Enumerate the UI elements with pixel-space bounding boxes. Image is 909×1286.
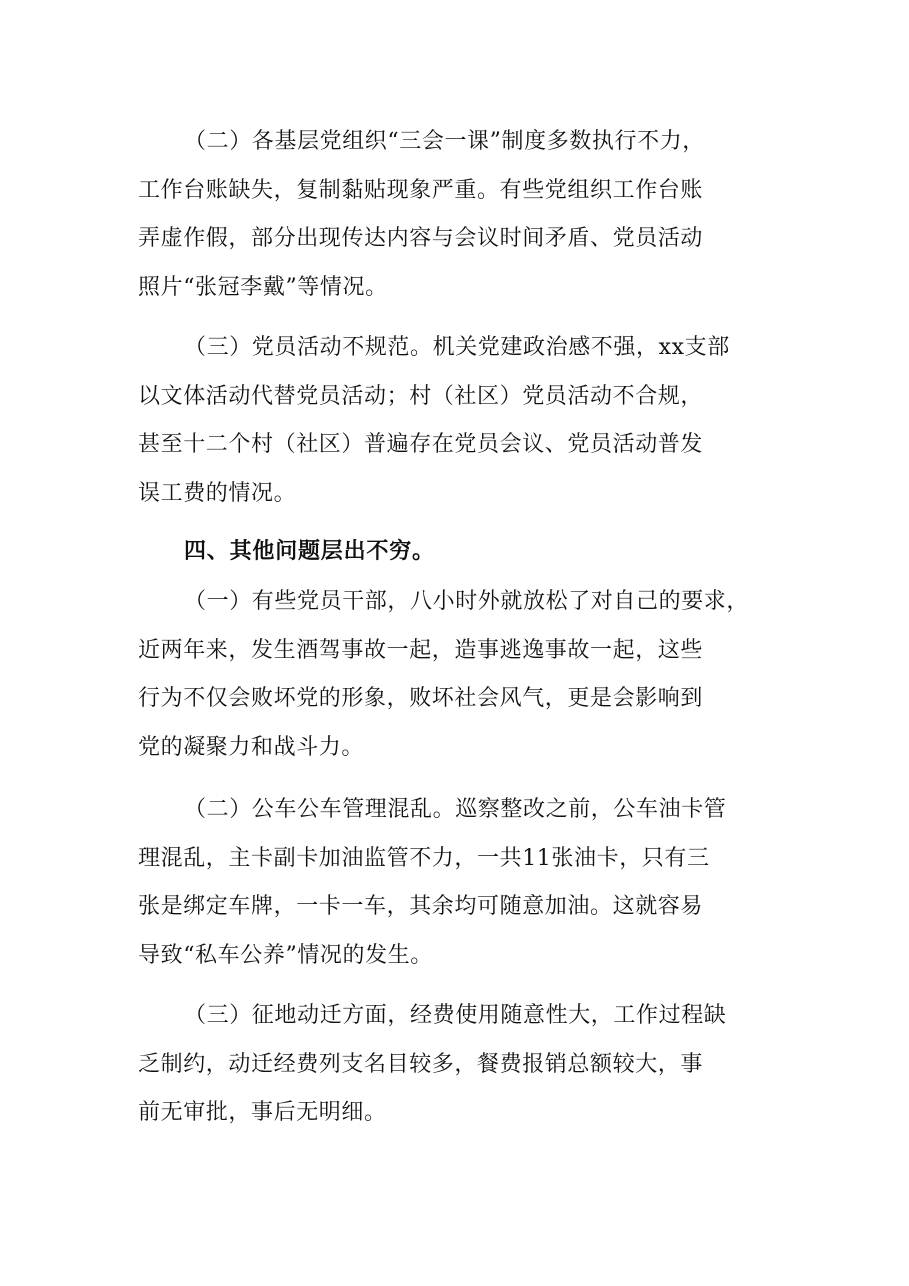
- text-line: （二）各基层党组织“三会一课”制度多数执行不力，: [184, 129, 705, 154]
- text-line: 照片“张冠李戴”等情况。: [138, 274, 388, 300]
- text-line: 张是绑定车牌，一卡一车，其余均可随意加油。这就容易: [138, 894, 704, 919]
- text-line: 导致“私车公养”情况的发生。: [138, 942, 433, 968]
- text-line: 以文体活动代替党员活动；村（社区）党员活动不合规，: [138, 383, 704, 409]
- text-line: （一）有些党员干部，八小时外就放松了对自己的要求，: [184, 589, 750, 614]
- text-line: 理混乱，主卡副卡加油监管不力，一共11张油卡，只有三: [138, 845, 710, 871]
- text-line: 弄虚作假，部分出现传达内容与会议时间矛盾、党员活动: [138, 226, 704, 251]
- text-line: （三）党员活动不规范。机关党建政治感不强，xx支部: [184, 335, 730, 360]
- section-heading: 四、其他问题层出不穷。: [184, 539, 435, 564]
- text-line: 近两年来，发生酒驾事故一起，造事逃逸事故一起，这些: [138, 637, 704, 663]
- text-line: 党的凝聚力和战斗力。: [138, 734, 365, 760]
- text-line: 行为不仅会败坏党的形象，败坏社会风气，更是会影响到: [138, 686, 704, 711]
- text-line: 误工费的情况。: [138, 480, 297, 506]
- paragraph-cadre-conduct: [138, 578, 778, 772]
- paragraph-official-vehicles: [138, 786, 778, 980]
- text-line: （二）公车公车管理混乱。巡察整改之前，公车油卡管: [184, 797, 727, 822]
- paragraph-land-acquisition: [138, 992, 778, 1138]
- text-line: 前无审批，事后无明细。: [138, 1100, 387, 1125]
- text-line: （三）征地动迁方面，经费使用随意性大，工作过程缺: [184, 1003, 727, 1028]
- paragraph-member-activities: [138, 324, 778, 518]
- text-line: 工作台账缺失，复制黏贴现象严重。有些党组织工作台账: [138, 177, 704, 203]
- text-line: 甚至十二个村（社区）普遍存在党员会议、党员活动普发: [138, 432, 704, 457]
- paragraph-meeting-system: [138, 118, 778, 312]
- text-line: 乏制约，动迁经费列支名目较多，餐费报销总额较大，事: [138, 1051, 704, 1077]
